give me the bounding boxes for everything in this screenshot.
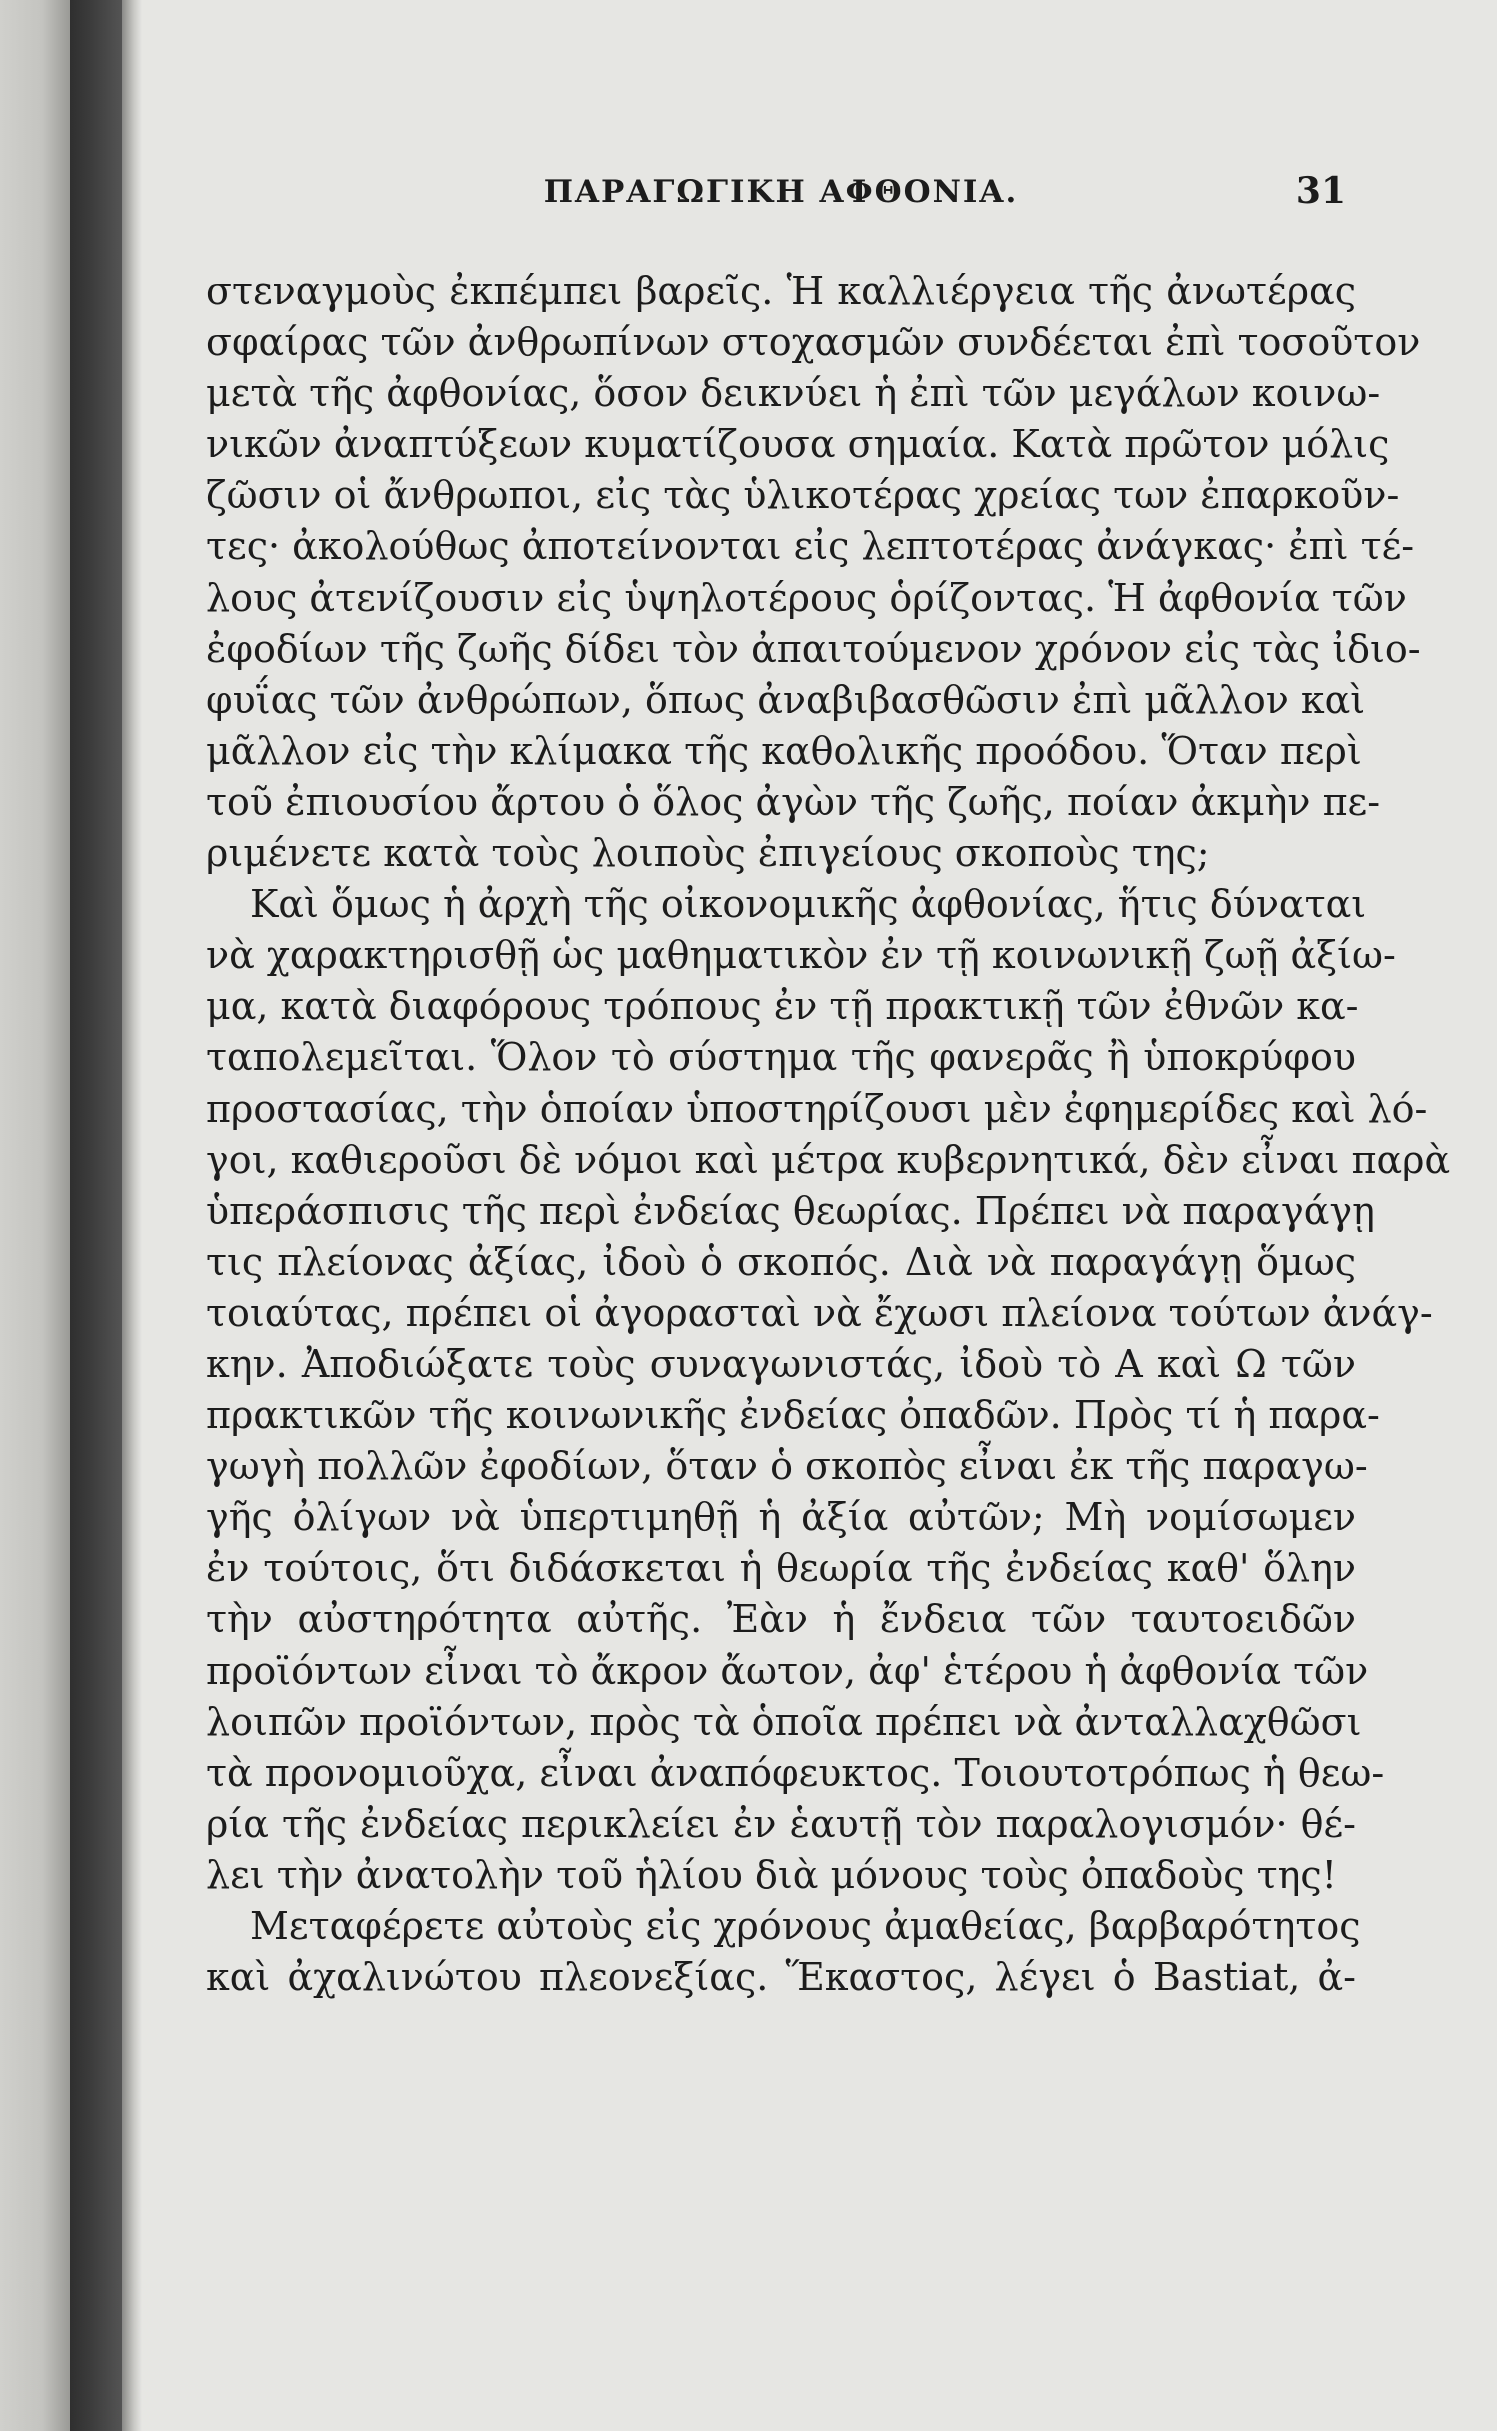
running-header <box>206 160 1356 224</box>
text-line: κην. Ἀποδιώξατε τοὺς συναγωνιστάς, ἰδοὺ τὸ Α καὶ Ω τῶν <box>206 1341 1356 1386</box>
text-line: τοιαύτας, πρέπει οἱ ἀγορασταὶ νὰ ἔχωσι πλείονα τούτων ἀνάγ- <box>206 1290 1433 1335</box>
binding-edge-shadow <box>122 0 142 2431</box>
page-number: 31 <box>1295 170 1346 212</box>
text-line: λει τὴν ἀνατολὴν τοῦ ἡλίου διὰ μόνους τοὺς ὀπαδοὺς της! <box>206 1852 1337 1897</box>
text-line: στεναγμοὺς ἐκπέμπει βαρεῖς. Ἡ καλλιέργεια τῆς ἀνωτέρας <box>206 269 1356 313</box>
running-title: ΠΑΡΑΓΩΓΙΚΗ ΑΦΘΟΝΙΑ. <box>543 174 1019 210</box>
text-line: τοῦ ἐπιουσίου ἄρτου ὁ ὅλος ἀγὼν τῆς ζωῆς, ποίαν ἀκμὴν πε- <box>206 779 1381 824</box>
text-line: φυΐας τῶν ἀνθρώπων, ὅπως ἀναβιβασθῶσιν ἐπὶ μᾶλλον καὶ <box>206 677 1366 722</box>
text-line: ὑπεράσπισις τῆς περὶ ἐνδείας θεωρίας. Πρέπει νὰ παραγάγῃ <box>206 1188 1375 1233</box>
text-line: ἐν τούτοις, ὅτι διδάσκεται ἡ θεωρία τῆς ἐνδείας καθ' ὅλην <box>206 1546 1356 1591</box>
text-line: τις πλείονας ἀξίας, ἰδοὺ ὁ σκοπός. Διὰ νὰ παραγάγῃ ὅμως <box>206 1239 1356 1284</box>
body-text <box>206 266 1451 2003</box>
text-line: τες· ἀκολούθως ἀποτείνονται εἰς λεπτοτέρας ἀνάγκας· ἐπὶ τέ- <box>206 524 1415 569</box>
text-line: μα, κατὰ διαφόρους τρόπους ἐν τῇ πρακτικῇ τῶν ἐθνῶν κα- <box>206 984 1359 1029</box>
text-line: μετὰ τῆς ἀφθονίας, ὅσον δεικνύει ἡ ἐπὶ τῶν μεγάλων κοινω- <box>206 371 1381 416</box>
text-line: προϊόντων εἶναι τὸ ἄκρον ἄωτον, ἀφ' ἑτέρου ἡ ἀφθονία τῶν <box>206 1648 1369 1693</box>
book-binding <box>70 0 122 2431</box>
text-line: Μεταφέρετε αὐτοὺς εἰς χρόνους ἀμαθείας, βαρβαρότητος <box>250 1904 1361 1948</box>
text-line: σφαίρας τῶν ἀνθρωπίνων στοχασμῶν συνδέεται ἐπὶ τοσοῦτον <box>206 320 1421 365</box>
text-line: λους ἀτενίζουσιν εἰς ὑψηλοτέρους ὁρίζοντας. Ἡ ἀφθονία τῶν <box>206 575 1407 620</box>
text-line: ζῶσιν οἱ ἄνθρωποι, εἰς τὰς ὑλικοτέρας χρείας των ἐπαρκοῦν- <box>206 473 1400 518</box>
book-page <box>206 160 1451 2003</box>
text-line: προστασίας, τὴν ὁποίαν ὑποστηρίζουσι μὲν ἐφημερίδες καὶ λό- <box>206 1086 1428 1131</box>
text-line: ριμένετε κατὰ τοὺς λοιποὺς ἐπιγείους σκοποὺς της; <box>206 831 1210 876</box>
text-line: νικῶν ἀναπτύξεων κυματίζουσα σημαία. Κατὰ πρῶτον μόλις <box>206 422 1390 467</box>
text-line: πρακτικῶν τῆς κοινωνικῆς ἐνδείας ὀπαδῶν. Πρὸς τί ἡ παρα- <box>206 1393 1380 1438</box>
text-line: τὰ προνομιοῦχα, εἶναι ἀναπόφευκτος. Τοιουτοτρόπως ἡ θεω- <box>206 1750 1385 1795</box>
text-line: ἐφοδίων τῆς ζωῆς δίδει τὸν ἀπαιτούμενον χρόνον εἰς τὰς ἰδιο- <box>206 626 1421 671</box>
text-line: γοι, καθιεροῦσι δὲ νόμοι καὶ μέτρα κυβερνητικά, δὲν εἶναι παρὰ <box>206 1137 1451 1182</box>
text-line: τὴν αὐστηρότητα αὐτῆς. Ἐὰν ἡ ἔνδεια τῶν ταυτοειδῶν <box>206 1597 1356 1642</box>
text-line: ταπολεμεῖται. Ὅλον τὸ σύστημα τῆς φανερᾶς ἢ ὑποκρύφου <box>206 1035 1356 1080</box>
text-line: ρία τῆς ἐνδείας περικλείει ἐν ἑαυτῇ τὸν παραλογισμόν· θέ- <box>206 1801 1356 1846</box>
text-line: μᾶλλον εἰς τὴν κλίμακα τῆς καθολικῆς προόδου. Ὅταν περὶ <box>206 728 1362 773</box>
scan-gutter <box>0 0 70 2431</box>
text-line: καὶ ἀχαλινώτου πλεονεξίας. Ἕκαστος, λέγει ὁ Bastiat, ἀ- <box>206 1955 1356 2000</box>
text-line: νὰ χαρακτηρισθῇ ὡς μαθηματικὸν ἐν τῇ κοινωνικῇ ζωῇ ἀξίω- <box>206 933 1396 978</box>
text-line: γῆς ὀλίγων νὰ ὑπερτιμηθῇ ἡ ἀξία αὐτῶν; Μὴ νομίσωμεν <box>206 1495 1356 1540</box>
text-line: Καὶ ὅμως ἡ ἀρχὴ τῆς οἰκονομικῆς ἀφθονίας, ἥτις δύναται <box>250 882 1367 927</box>
text-line: λοιπῶν προϊόντων, πρὸς τὰ ὁποῖα πρέπει νὰ ἀνταλλαχθῶσι <box>206 1699 1362 1744</box>
text-line: γωγὴ πολλῶν ἐφοδίων, ὅταν ὁ σκοπὸς εἶναι ἐκ τῆς παραγω- <box>206 1444 1368 1489</box>
